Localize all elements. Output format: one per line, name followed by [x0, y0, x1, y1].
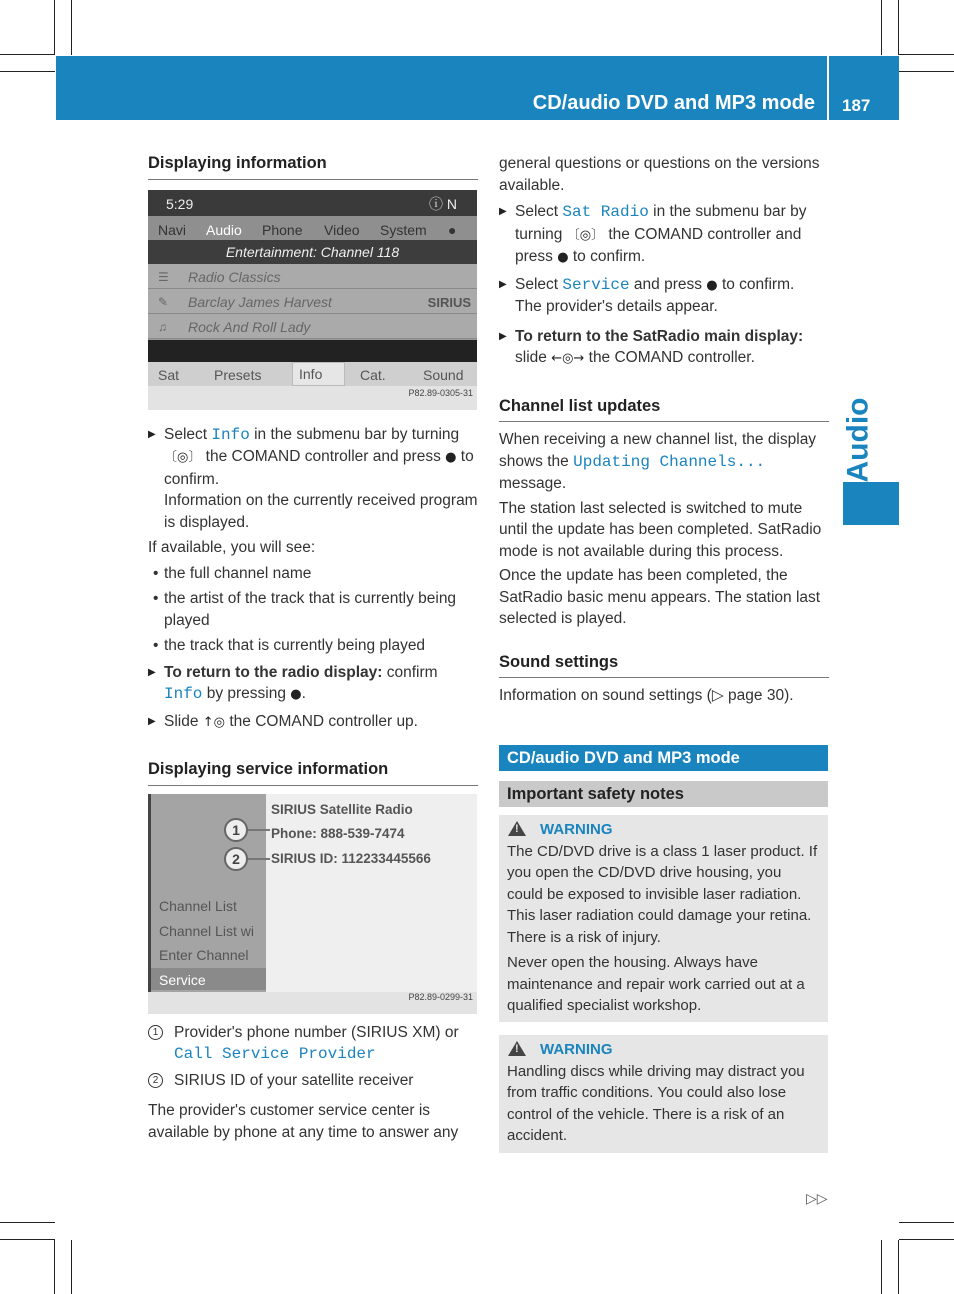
crop-mark — [899, 1239, 954, 1240]
submenu-presets: Presets — [214, 366, 262, 383]
paragraph: Information on sound settings (▷ page 30). — [499, 687, 794, 704]
warning-box-driving — [499, 1035, 828, 1153]
step-slide-up: ▶ Slide ↑◎ the COMAND controller up. — [148, 711, 478, 734]
menu-item-enter-channel: Enter Channel — [159, 946, 249, 963]
controller-slide-up-icon: ↑◎ — [202, 714, 226, 730]
step-return-radio: ▶ To return to the radio display: confirm Info by pressing ●. — [148, 662, 478, 706]
step-select-sat-radio: ▶ Select Sat Radio in the submenu bar by turning 〔◎〕 the COMAND controller and press ● to confirm. — [499, 201, 829, 269]
callout-2: 2 — [224, 847, 248, 871]
paragraph: When receiving a new channel list, the display shows the Updating Channels... message. — [499, 431, 817, 492]
globe-icon: ● — [448, 221, 457, 238]
controller-press-icon: ● — [290, 687, 302, 702]
continued-icon: ▷▷ — [806, 1190, 828, 1206]
provider-name: SIRIUS Satellite Radio — [271, 801, 413, 817]
submenu-bar — [148, 362, 477, 386]
list-item: • the artist of the track that is currently being played — [148, 588, 478, 631]
submenu-info: Info — [292, 362, 345, 386]
number-2-icon: 2 — [148, 1073, 163, 1088]
header-divider — [827, 56, 829, 120]
left-column — [148, 153, 478, 1143]
signal-indicator: ⓘ N — [429, 195, 457, 212]
step-select-info: ▶ Select Info in the submenu bar by turning 〔◎〕 the COMAND controller and press ● to confirm. Information on the currently received program is displayed. — [148, 424, 478, 534]
section-title-service-information: Displaying service information — [148, 759, 478, 786]
right-column — [499, 153, 829, 707]
callout-line — [248, 858, 270, 860]
paragraph: Once the update has been completed, the SatRadio basic menu appears. The station last selected is played. — [499, 567, 821, 627]
paragraph: The provider's customer service center is available by phone at any time to answer any — [148, 1102, 459, 1141]
submenu-sat: Sat — [158, 366, 180, 383]
crop-mark — [54, 0, 55, 55]
screenshot-info-display — [148, 190, 477, 410]
legend-item-1: 1 Provider's phone number (SIRIUS XM) or Call Service Provider — [148, 1022, 478, 1066]
controller-slide-icon: ←◎→ — [551, 351, 585, 366]
signal-icon: ☰ — [158, 269, 169, 284]
main-menu-bar — [148, 216, 477, 240]
paragraph: general questions or questions on the versions available. — [499, 155, 820, 194]
page-number: 187 — [842, 96, 871, 115]
warning-text: The CD/DVD drive is a class 1 laser product. If you open the CD/DVD drive housing, you could be exposed to invisible laser radiation. This laser radiation could damage your retina. There is a risk of injury. — [507, 842, 818, 946]
crop-mark — [0, 1239, 55, 1240]
step-select-service: ▶ Select Service and press ● to confirm. The provider's details appear. — [499, 274, 829, 318]
crop-mark — [899, 71, 954, 72]
section-banner-cd-audio: CD/audio DVD and MP3 mode — [499, 745, 828, 771]
page-title: CD/audio DVD and MP3 mode — [532, 92, 815, 114]
warning-heading: WARNING — [540, 821, 613, 838]
sirius-id: SIRIUS ID: 112233445566 — [271, 850, 431, 866]
menu-item-video: Video — [324, 221, 360, 238]
clock: 5:29 — [166, 195, 194, 212]
music-note-icon: ♫ — [158, 319, 167, 334]
paragraph: If available, you will see: — [148, 539, 316, 556]
submenu-cat: Cat. — [360, 366, 386, 383]
menu-item-navi: Navi — [158, 221, 187, 238]
list-item: • the track that is currently being played — [148, 635, 478, 657]
provider-phone: Phone: 888-539-7474 — [271, 825, 405, 841]
empty-area — [148, 340, 477, 362]
menu-item-service: Service — [159, 971, 206, 988]
step-return-satradio: ▶ To return to the SatRadio main display: slide ←◎→ the COMAND controller. — [499, 326, 829, 370]
crop-mark — [881, 0, 882, 55]
status-bar — [148, 190, 477, 216]
section-title-channel-list-updates: Channel list updates — [499, 396, 829, 423]
callout-line — [248, 829, 270, 831]
warning-heading: WARNING — [540, 1041, 613, 1058]
section-title-displaying-information: Displaying information — [148, 153, 478, 180]
controller-turn-icon: 〔◎〕 — [566, 227, 605, 243]
crop-mark — [0, 1222, 55, 1223]
crop-mark — [71, 0, 72, 55]
controller-press-icon: ● — [445, 450, 457, 465]
list-item: ✎ Barclay James Harvest SIRIUS — [148, 289, 477, 314]
sirius-logo: SIRIUS — [427, 294, 471, 310]
step-result: Information on the currently received program is displayed. — [164, 492, 478, 531]
warning-box-laser — [499, 815, 828, 1022]
crop-mark — [881, 1240, 882, 1294]
legend-item-2: 2 SIRIUS ID of your satellite receiver — [148, 1070, 478, 1092]
service-menu — [148, 794, 269, 992]
section-title-sound-settings: Sound settings — [499, 652, 829, 679]
image-code: P82.89-0299-31 — [408, 992, 473, 1002]
list-item: ☰ Radio Classics — [148, 264, 477, 289]
list-item: ♫ Rock And Roll Lady — [148, 314, 477, 339]
side-tab-label: Audio — [841, 397, 875, 483]
number-1-icon: 1 — [148, 1025, 163, 1040]
menu-item-audio: Audio — [206, 221, 242, 238]
crop-mark — [0, 71, 55, 72]
callout-1: 1 — [224, 818, 248, 842]
page-header — [56, 56, 899, 120]
menu-item-channel-list: Channel List — [159, 897, 237, 914]
image-code: P82.89-0305-31 — [408, 388, 473, 398]
step-result: The provider's details appear. — [515, 298, 718, 315]
crop-mark — [0, 54, 55, 55]
list-item: • the full channel name — [148, 563, 478, 585]
channel-title: Entertainment: Channel 118 — [148, 240, 477, 264]
submenu-sound: Sound — [423, 366, 464, 383]
controller-press-icon: ● — [557, 250, 569, 265]
controller-turn-icon: 〔◎〕 — [164, 450, 202, 465]
crop-mark — [899, 54, 954, 55]
menu-item-phone: Phone — [262, 221, 303, 238]
screenshot-service-info — [148, 794, 477, 1014]
crop-mark — [898, 0, 899, 55]
menu-item-channel-list-wi: Channel List wi — [159, 922, 254, 939]
section-banner-safety-notes: Important safety notes — [499, 781, 828, 807]
menu-item-system: System — [380, 221, 427, 238]
crop-mark — [71, 1240, 72, 1294]
side-tab — [843, 482, 899, 525]
warning-text: Handling discs while driving may distract you from traffic conditions. You could also lose control of the vehicle. There is a risk of an accident. — [507, 1062, 805, 1144]
crop-mark — [899, 1222, 954, 1223]
crop-mark — [54, 1240, 55, 1294]
artist-icon: ✎ — [158, 294, 169, 309]
warning-text: Never open the housing. Always have maintenance and repair work carried out at a qualified specialist workshop. — [507, 954, 805, 1014]
warning-icon — [508, 1041, 526, 1056]
warning-icon — [508, 821, 526, 836]
paragraph: The station last selected is switched to mute until the update has been completed. SatRadio mode is not available during this process. — [499, 499, 822, 560]
crop-mark — [898, 1240, 899, 1294]
controller-press-icon: ● — [706, 277, 718, 293]
